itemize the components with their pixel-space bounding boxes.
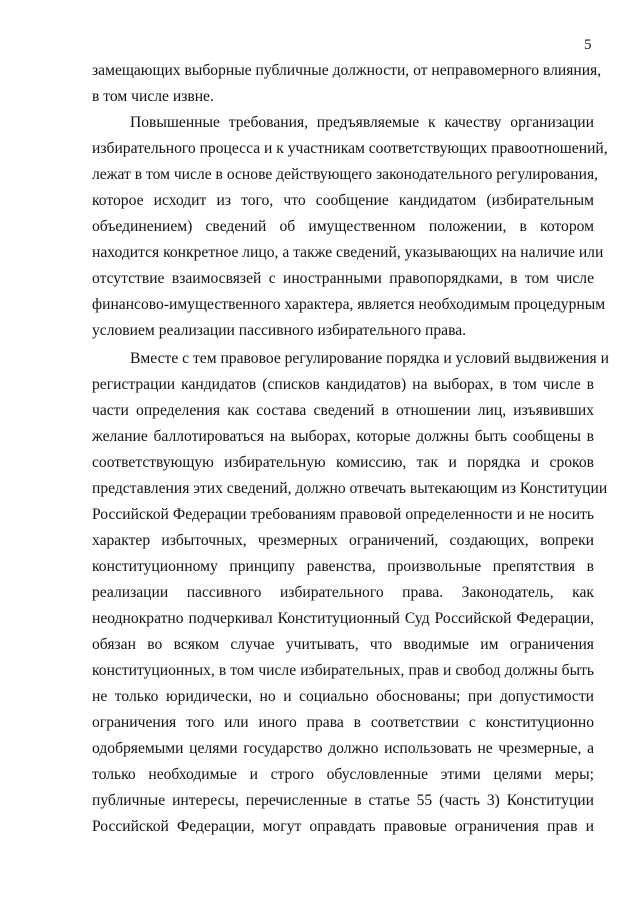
text-line: конституционных, в том числе избирательных, прав и свобод должны быть xyxy=(92,662,594,679)
text-line: неоднократно подчеркивал Конституционный Суд Российской Федерации, xyxy=(92,610,594,627)
text-line: в том числе извне. xyxy=(92,88,214,105)
text-line: ограничения того или иного права в соответствии с конституционно xyxy=(92,714,594,731)
text-line: соответствующую избирательную комиссию, так и порядка и сроков xyxy=(92,454,594,471)
text-line: находится конкретное лицо, а также сведений, указывающих на наличие или xyxy=(92,244,604,261)
text-line: избирательного процесса и к участникам соответствующих правоотношений, xyxy=(92,140,608,157)
text-line: которое исходит из того, что сообщение кандидатом (избирательным xyxy=(92,192,594,209)
text-line: финансово-имущественного характера, является необходимым процедурным xyxy=(92,296,606,313)
page-number: 5 xyxy=(584,37,592,53)
text-line: условием реализации пассивного избирательного права. xyxy=(92,322,467,339)
text-line: только необходимые и строго обусловленные этими целями меры; xyxy=(92,766,594,783)
text-line: одобряемыми целями государство должно использовать не чрезмерные, а xyxy=(92,740,594,757)
text-line: характер избыточных, чрезмерных ограничений, создающих, вопреки xyxy=(92,532,594,549)
text-line: реализации пассивного избирательного права. Законодатель, как xyxy=(92,584,594,601)
text-line: Российской Федерации требованиям правовой определенности и не носить xyxy=(92,506,594,523)
text-line: лежат в том числе в основе действующего законодательного регулирования, xyxy=(92,166,599,183)
text-line: замещающих выборные публичные должности, от неправомерного влияния, xyxy=(92,62,602,79)
text-line: представления этих сведений, должно отвечать вытекающим из Конституции xyxy=(92,480,608,497)
text-line: Вместе с тем правовое регулирование порядка и условий выдвижения и xyxy=(130,350,609,367)
text-line: желание баллотироваться на выборах, которые должны быть сообщены в xyxy=(92,428,594,445)
text-line: конституционному принципу равенства, произвольные препятствия в xyxy=(92,558,594,575)
text-line: публичные интересы, перечисленные в статье 55 (часть 3) Конституции xyxy=(92,792,594,809)
text-line: отсутствие взаимосвязей с иностранными правопорядками, в том числе xyxy=(92,270,594,287)
text-line: не только юридически, но и социально обоснованы; при допустимости xyxy=(92,688,594,705)
text-line: части определения как состава сведений в отношении лиц, изъявивших xyxy=(92,402,594,419)
text-line: Повышенные требования, предъявляемые к качеству организации xyxy=(130,114,594,131)
text-line: Российской Федерации, могут оправдать правовые ограничения прав и xyxy=(92,818,594,835)
text-line: регистрации кандидатов (списков кандидатов) на выборах, в том числе в xyxy=(92,376,594,393)
text-line: объединением) сведений об имущественном положении, в котором xyxy=(92,218,594,235)
text-line: обязан во всяком случае учитывать, что вводимые им ограничения xyxy=(92,636,594,653)
